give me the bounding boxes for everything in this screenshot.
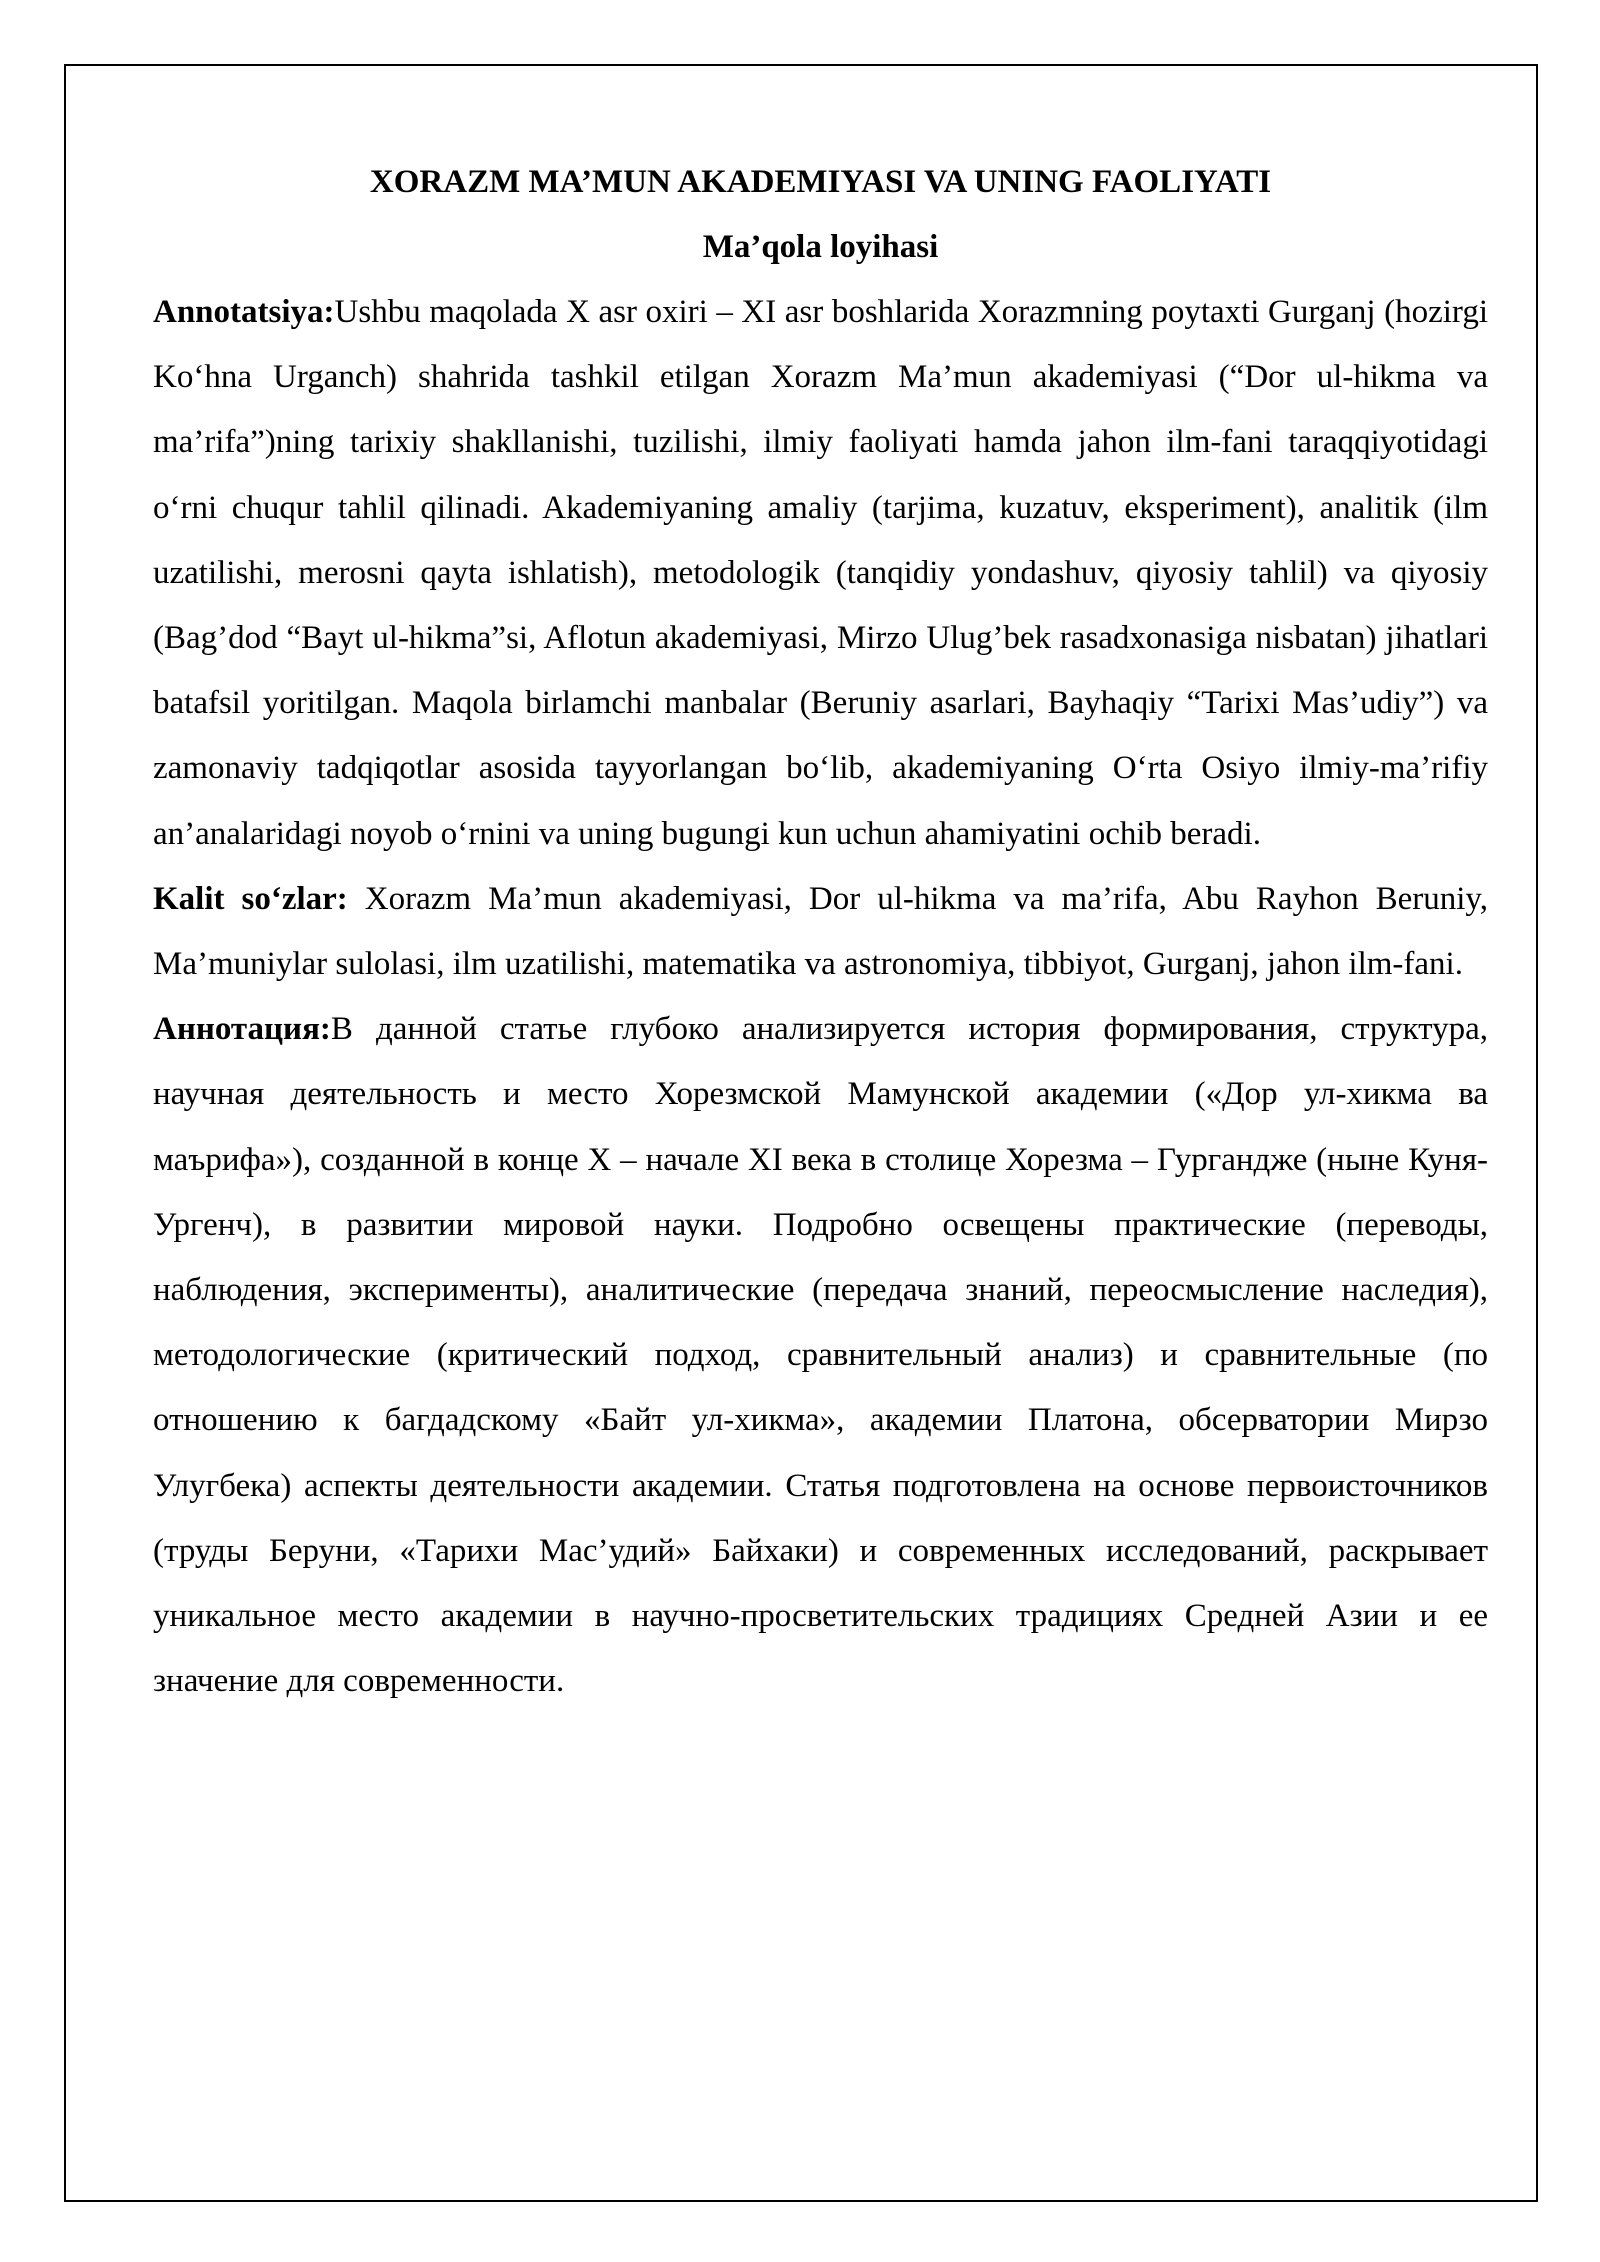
annotation-uzbek <box>153 280 1488 867</box>
annotation-uzbek-label: Annotatsiya: <box>153 294 335 330</box>
annotation-uzbek-text: Ushbu maqolada X asr oxiri – XI asr boshlarida Xorazmning poytaxti Gurganj (hozirgi Ko‘hna Urganch) shahrida tashkil etilgan Xorazm Ma’mun akademiyasi (“Dor ul-hikma va ma’rifa”)ning tarixiy shakllanishi, tuzilishi, ilmiy faoliyati hamda jahon ilm-fani taraqqiyotidagi o‘rni chuqur tahlil qilinadi. Akademiyaning amaliy (tarjima, kuzatuv, eksperiment), analitik (ilm uzatilishi, merosni qayta ishlatish), metodologik (tanqidiy yondashuv, qiyosiy tahlil) va qiyosiy (Bag’dod “Bayt ul-hikma”si, Aflotun akademiyasi, Mirzo Ulug’bek rasadxonasiga nisbatan) jihatlari batafsil yoritilgan. Maqola birlamchi manbalar (Beruniy asarlari, Bayhaqiy “Tarixi Mas’udiy”) va zamonaviy tadqiqotlar asosida tayyorlangan bo‘lib, akademiyaning O‘rta Osiyo ilmiy-ma’rifiy an’analaridagi noyob o‘rnini va uning bugungi kun uchun ahamiyatini ochib beradi. <box>153 294 1488 852</box>
keywords-uzbek-text: Xorazm Ma’mun akademiyasi, Dor ul-hikma va ma’rifa, Abu Rayhon Beruniy, Ma’muniylar sulolasi, ilm uzatilishi, matematika va astronomiya, tibbiyot, Gurganj, jahon ilm-fani. <box>153 880 1489 983</box>
document-title: XORAZM MA’MUN AKADEMIYASI VA UNING FAOLIYATI <box>369 164 1272 200</box>
annotation-russian-text: В данной статье глубоко анализируется история формирования, структура, научная деятельность и место Хорезмской Мамунской академии («Дор ул-хикма ва маърифа»), созданной в конце X – начале XI века в столице Хорезма – Гургандже (ныне Куня-Ургенч), в развитии мировой науки. Подробно освещены практические (переводы, наблюдения, эксперименты), аналитические (передача знаний, переосмысление наследия), методологические (критический подход, сравнительный анализ) и сравнительные (по отношению к багдадскому «Байт ул-хикма», академии Платона, обсерватории Мирзо Улугбека) аспекты деятельности академии. Статья подготовлена на основе первоисточников (труды Беруни, «Тарихи Мас’удий» Байхаки) и современных исследований, раскрывает уникальное место академии в научно-просветительских традициях Средней Азии и ее значение для современности. <box>153 1011 1488 1700</box>
annotation-russian-label: Аннотация: <box>153 1011 331 1048</box>
keywords-uzbek-label: Kalit so‘zlar: <box>153 880 348 917</box>
keywords-uzbek <box>153 867 1488 997</box>
annotation-russian <box>153 997 1488 1714</box>
document-body <box>153 150 1488 1714</box>
document-subtitle: Ma’qola loyihasi <box>702 229 939 265</box>
